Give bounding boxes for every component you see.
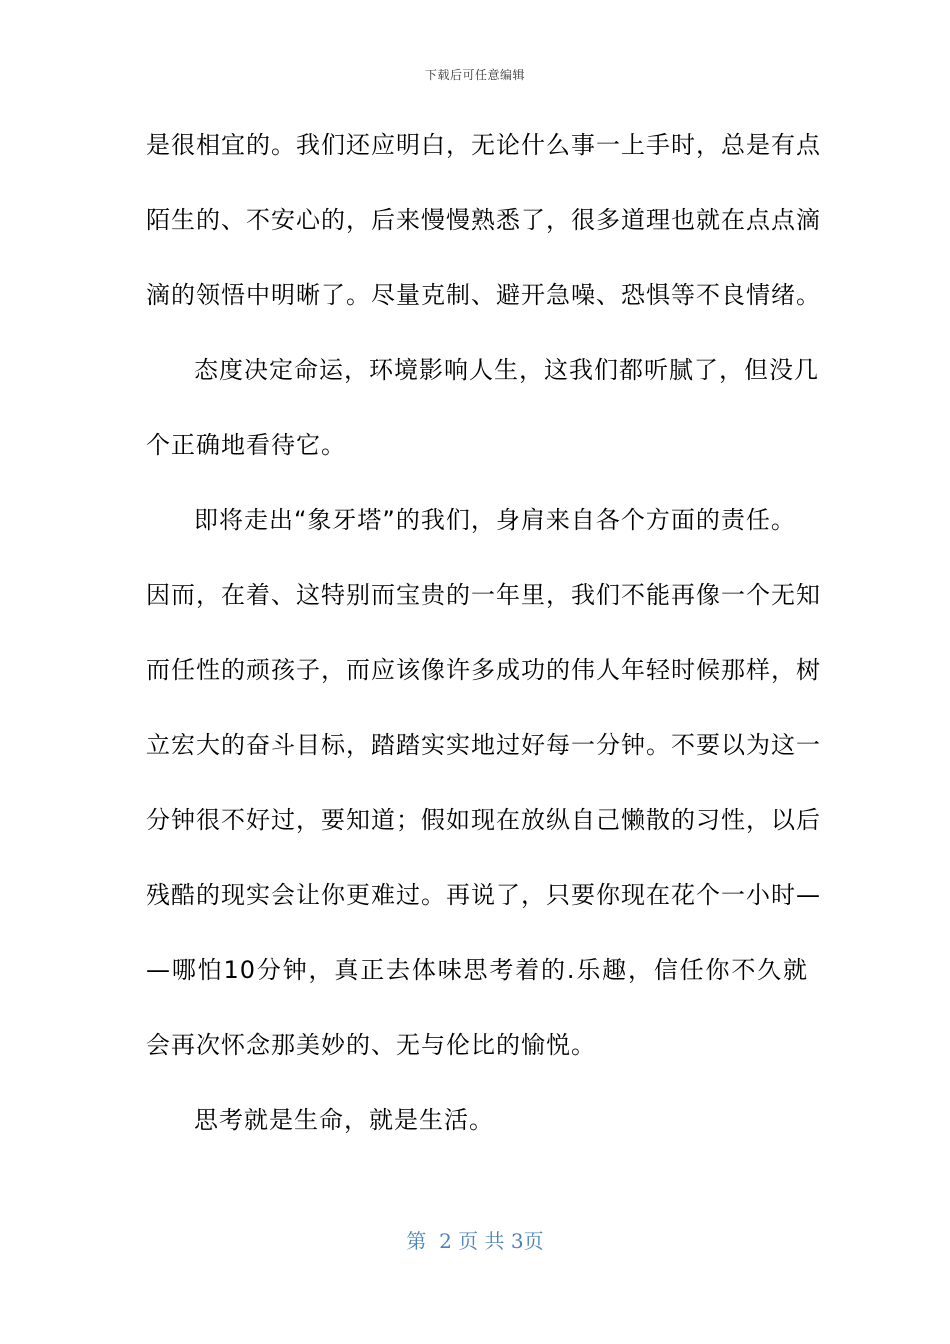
text-line: —哪怕10分钟，真正去体味思考着的.乐趣，信任你不久就 — [146, 956, 808, 984]
page-number-text: 第 2 页 共 3页 — [406, 1229, 544, 1253]
text-line: 滴的领悟中明晰了。尽量克制、避开急噪、恐惧等不良情绪。 — [146, 281, 821, 309]
page-number-footer — [0, 1225, 950, 1254]
text-line: 个正确地看待它。 — [146, 431, 346, 459]
text-line: 而任性的顽孩子，而应该像许多成功的伟人年轻时候那样，树 — [146, 656, 821, 684]
body-text — [146, 121, 821, 1171]
text-line: 分钟很不好过，要知道；假如现在放纵自己懒散的习性，以后 — [146, 806, 821, 834]
text-line: 会再次怀念那美妙的、无与伦比的愉悦。 — [146, 1031, 596, 1059]
text-line: 立宏大的奋斗目标，踏踏实实地过好每一分钟。不要以为这一 — [146, 731, 821, 759]
text-line: 因而，在着、这特别而宝贵的一年里，我们不能再像一个无知 — [146, 581, 821, 609]
text-line: 残酷的现实会让你更难过。再说了，只要你现在花个一小时— — [146, 881, 821, 909]
paragraph-start-line: 即将走出“象牙塔”的我们，身肩来自各个方面的责任。 — [194, 506, 796, 534]
page-header: 下载后可任意编辑 — [424, 68, 525, 82]
paragraph-start-line: 思考就是生命，就是生活。 — [194, 1106, 494, 1134]
text-line: 陌生的、不安心的，后来慢慢熟悉了，很多道理也就在点点滴 — [146, 206, 821, 234]
text-line: 是很相宜的。我们还应明白，无论什么事一上手时，总是有点 — [146, 131, 821, 159]
paragraph-start-line: 态度决定命运，环境影响人生，这我们都听腻了，但没几 — [194, 356, 819, 384]
